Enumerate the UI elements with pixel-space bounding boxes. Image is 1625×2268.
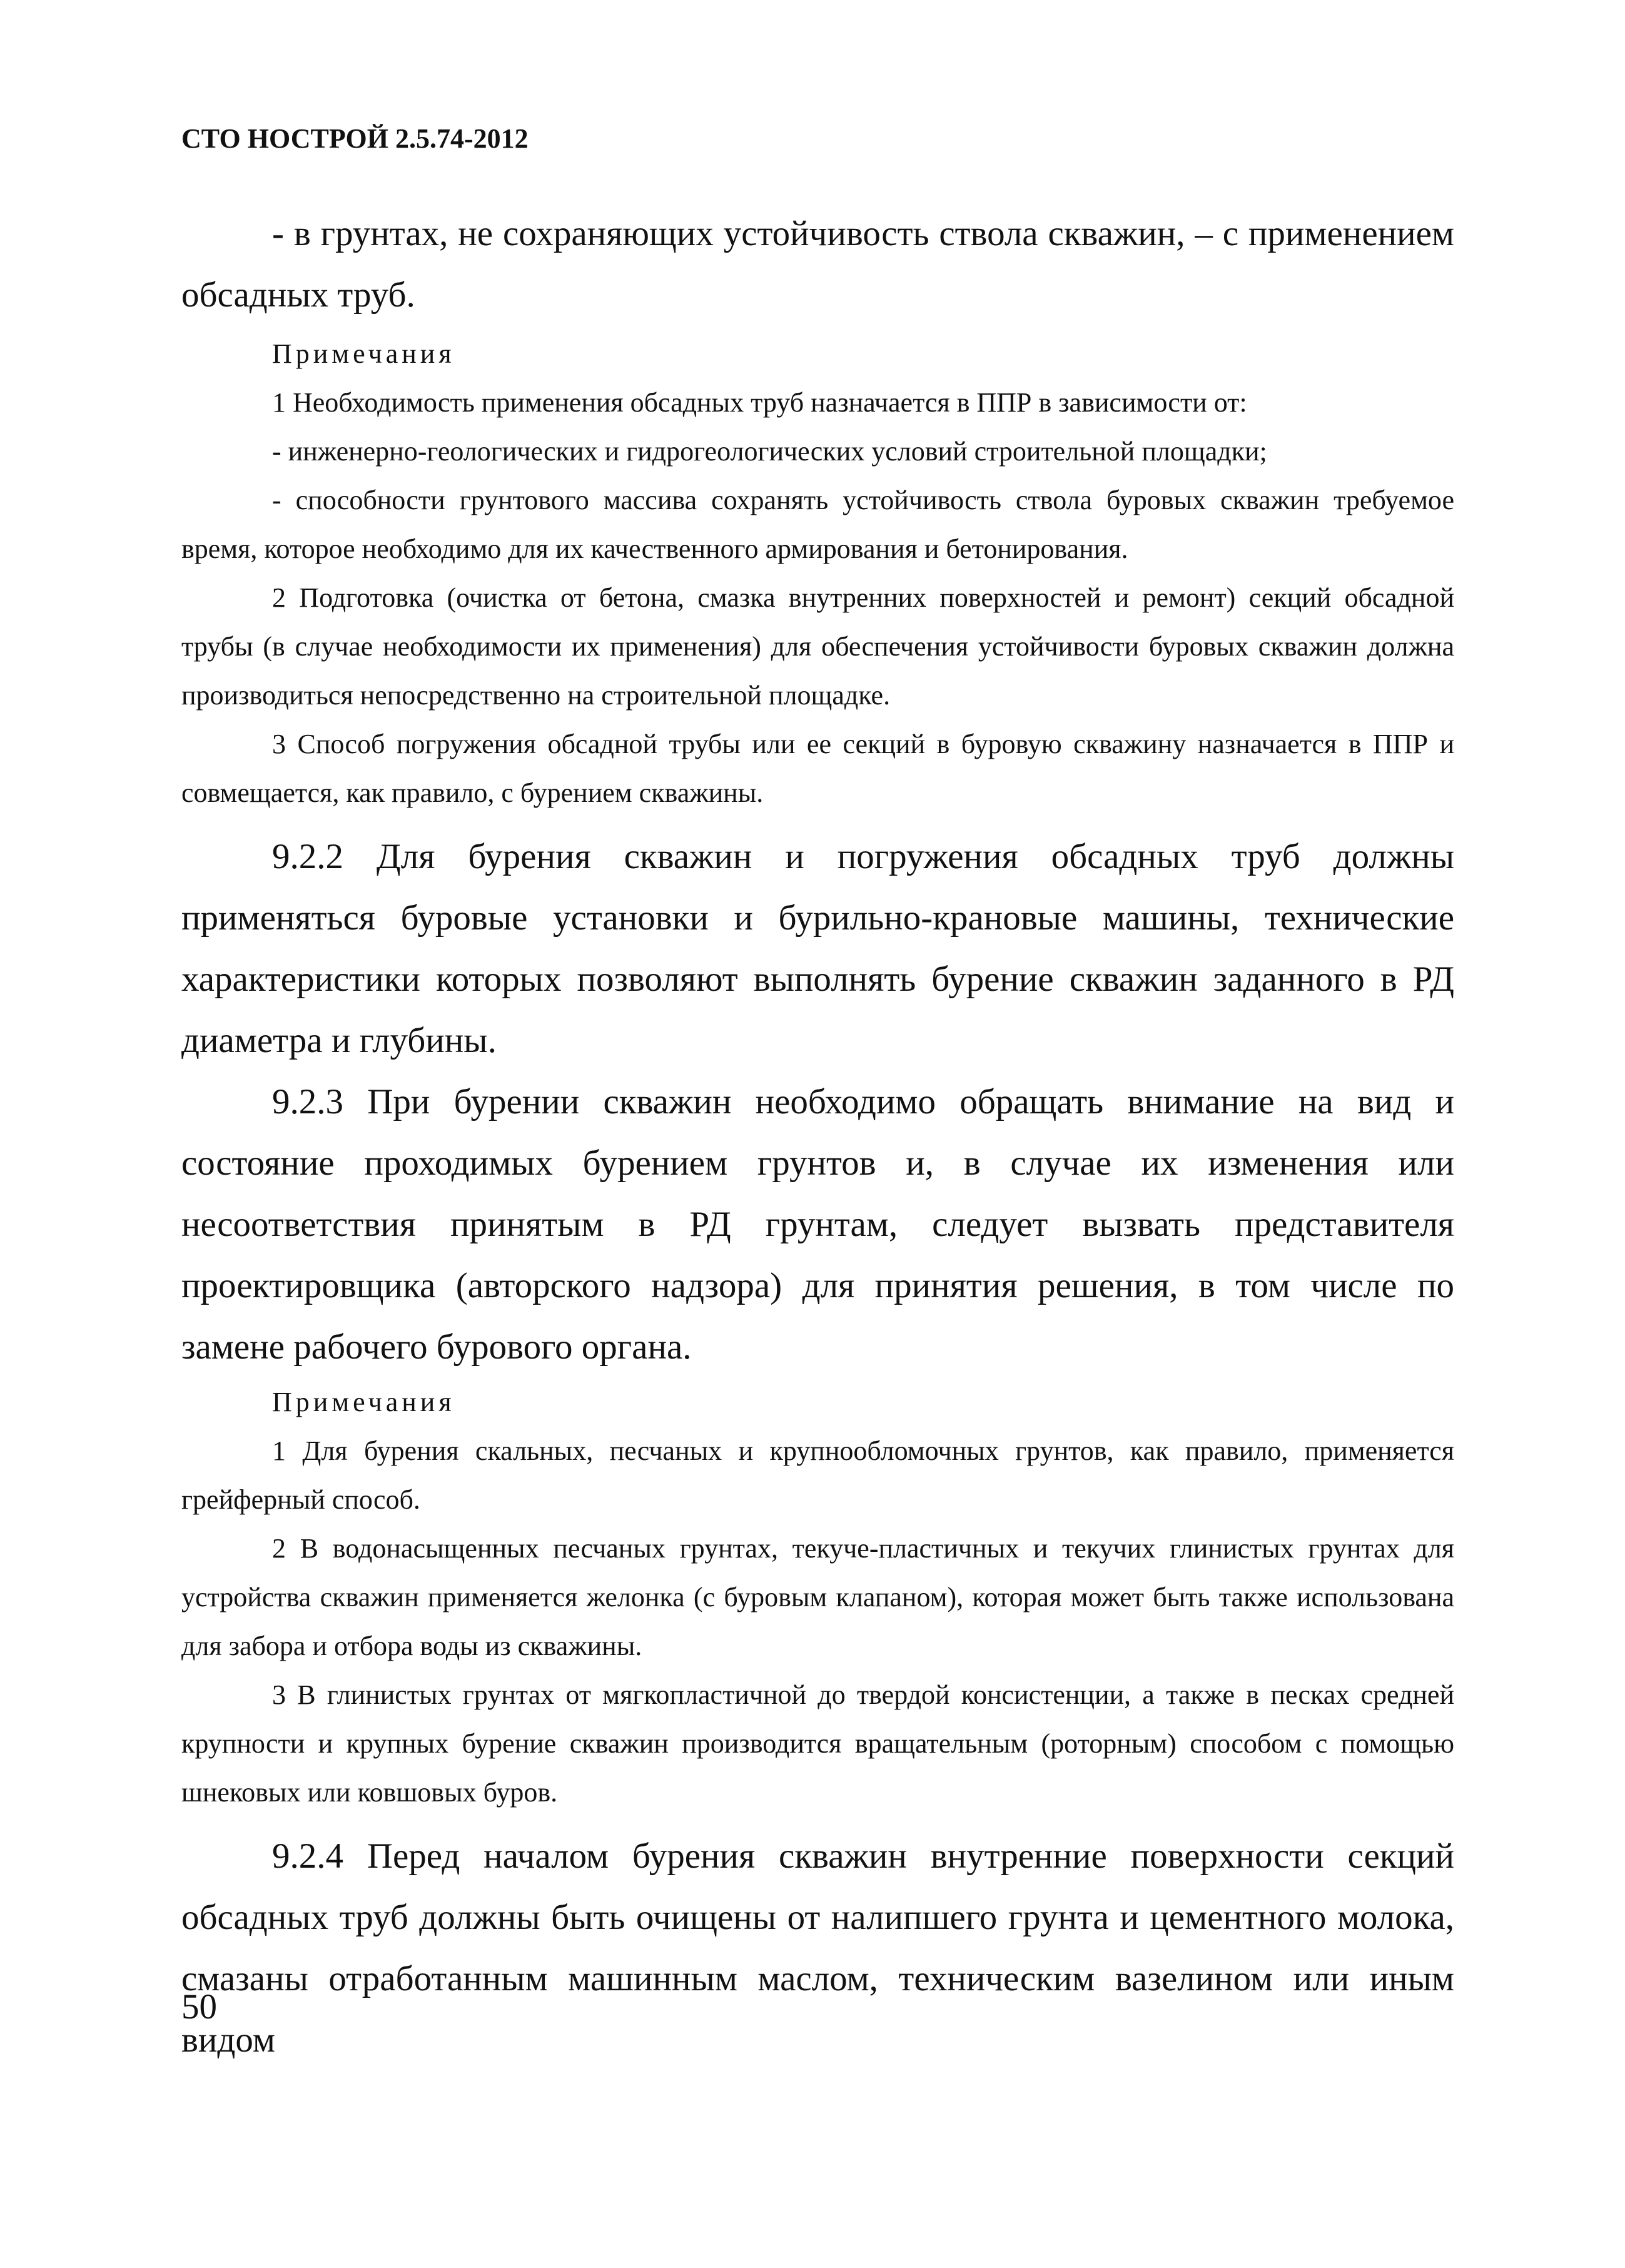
paragraph-9-2-4: 9.2.4 Перед началом бурения скважин внутренние поверхности секций обсадных труб должны быть очищены от налипшего грунта и цементного молока, смазаны отработанным машинным маслом, техническим вазелином или иным видом <box>181 1836 1454 2060</box>
note-1-1b: - способности грунтового массива сохранять устойчивость ствола буровых скважин требуемое время, которое необходимо для их качественного армирования и бетонирования. <box>181 485 1454 564</box>
document-body <box>181 203 1454 2071</box>
paragraph-9-2-3: 9.2.3 При бурении скважин необходимо обращать внимание на вид и состояние проходимых бурением грунтов и, в случае их изменения или несоответствия принятым в РД грунтам, следует вызвать представителя проектировщика (авторского надзора) для принятия решения, в том числе по замене рабочего бурового органа. <box>181 1082 1454 1367</box>
paragraph-9-2-2: 9.2.2 Для бурения скважин и погружения обсадных труб должны применяться буровые установки и бурильно-крановые машины, технические характеристики которых позволяют выполнять бурение скважин заданного в РД диаметра и глубины. <box>181 837 1454 1060</box>
notes-title-1: Примечания <box>272 338 455 369</box>
note-1-2: 2 Подготовка (очистка от бетона, смазка внутренних поверхностей и ремонт) секций обсадной трубы (в случае необходимости их применения) для обеспечения устойчивости буровых скважин должна производиться непосредственно на строительной площадке. <box>181 582 1454 711</box>
document-header: СТО НОСТРОЙ 2.5.74-2012 <box>181 123 529 154</box>
note-1-3: 3 Способ погружения обсадной трубы или ее секций в буровую скважину назначается в ППР и совмещается, как правило, с бурением скважины. <box>181 729 1454 808</box>
note-2-1: 1 Для бурения скальных, песчаных и крупнообломочных грунтов, как правило, применяется грейферный способ. <box>181 1435 1454 1515</box>
page-number: 50 <box>181 1987 217 2027</box>
note-2-2: 2 В водонасыщенных песчаных грунтах, текуче-пластичных и текучих глинистых грунтах для устройства скважин применяется желонка (с буровым клапаном), которая может быть также использована для забора и отбора воды из скважины. <box>181 1533 1454 1661</box>
notes-title-2: Примечания <box>272 1387 455 1417</box>
note-1-1: 1 Необходимость применения обсадных труб назначается в ППР в зависимости от: <box>272 387 1247 418</box>
note-1-1a: - инженерно-геологических и гидрогеологических условий строительной площадки; <box>272 436 1267 467</box>
note-2-3: 3 В глинистых грунтах от мягкопластичной до твердой консистенции, а также в песках средней крупности и крупных бурение скважин производится вращательным (роторным) способом с помощью шнековых или ковшовых буров. <box>181 1679 1454 1808</box>
paragraph-intro: - в грунтах, не сохраняющих устойчивость ствола скважин, – с применением обсадных труб. <box>181 214 1454 315</box>
